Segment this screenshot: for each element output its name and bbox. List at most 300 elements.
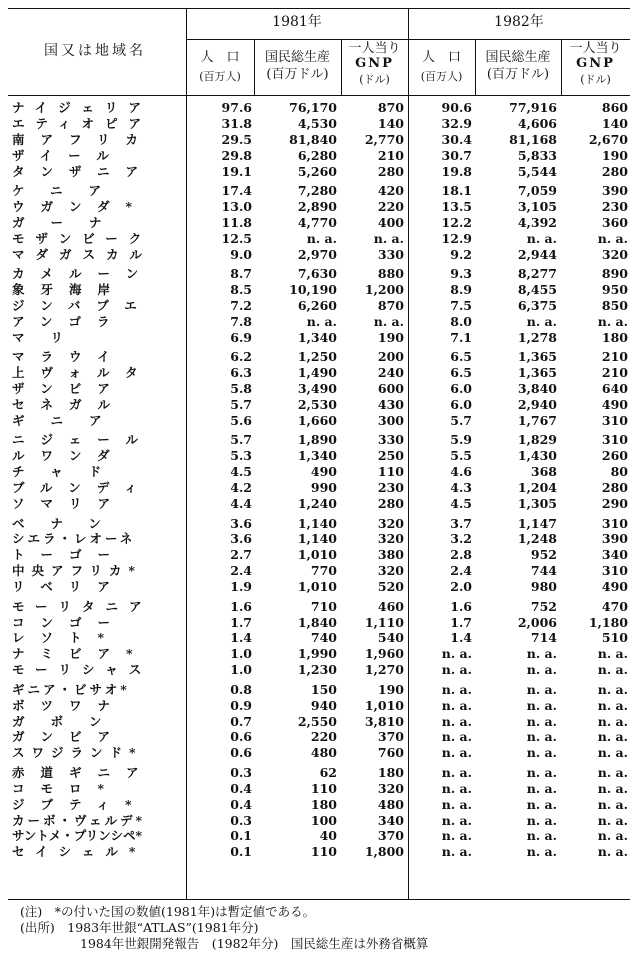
gnp-per-capita-1982-cell: n. a.: [597, 697, 628, 713]
country-name: シエラ・レオーネ: [12, 531, 136, 547]
gnp-per-capita-1981-cell: 220: [377, 199, 404, 214]
gnp-1982-cell: n. a.: [526, 828, 557, 844]
gnp-per-capita-1981-cell: 520: [377, 579, 404, 595]
gnp-per-capita-1982-cell: n. a.: [597, 729, 628, 745]
population-1981-cell: 4.2: [230, 480, 252, 496]
country-name: ナミビア*: [12, 646, 149, 662]
gnp-1981-cell: 1,660: [297, 412, 337, 428]
gnp-1982-cell: 5,833: [517, 147, 557, 163]
population-1982-cell: 7.5: [450, 298, 472, 313]
gnp-1981-cell: 180: [310, 796, 337, 812]
gnp-1982-cell: n. a.: [526, 662, 557, 678]
gnp-per-capita-1981-cell: 320: [377, 563, 404, 579]
gnp-per-capita-1982-cell: 470: [601, 598, 628, 614]
gnp-per-capita-1981-cell: 1,010: [364, 697, 404, 713]
population-1982-cell: 6.5: [450, 365, 472, 381]
gnp-1981-cell: 110: [310, 780, 337, 796]
population-1981-cell: 0.6: [230, 729, 252, 745]
gnp-label-1981: GNP: [355, 56, 394, 71]
population-1982-cell: 5.9: [450, 432, 472, 448]
gnp-per-capita-1981-cell: 430: [377, 397, 404, 412]
gnp-1982-cell: 1,278: [517, 329, 557, 345]
population-1981-cell: 0.9: [230, 697, 252, 713]
gnp-1982-cell: 6,375: [517, 298, 557, 313]
country-name: ルワンダ: [12, 448, 126, 464]
gnp-1981-cell: 3,490: [297, 381, 337, 397]
country-name: チャド: [12, 464, 128, 480]
country-name: ニジェール: [12, 432, 155, 448]
population-1981-cell: 1.6: [230, 598, 252, 614]
country-name: モーリシャス: [12, 662, 153, 678]
gnp-per-capita-1982-cell: n. a.: [597, 646, 628, 662]
gnp-1982-cell: 7,059: [517, 183, 557, 199]
population-1981-cell: 2.4: [230, 563, 252, 579]
gnp-per-capita-1982-cell: 340: [601, 547, 628, 563]
year-1981-header: 1981年: [272, 14, 322, 30]
country-name: ガンビア: [12, 729, 127, 745]
population-1982-cell: 2.0: [450, 579, 472, 595]
gnp-1982-cell: 5,544: [517, 163, 557, 179]
population-1982-cell: 6.0: [450, 397, 472, 412]
population-1981-cell: 0.6: [230, 745, 252, 761]
gnp-per-capita-1981-cell: 210: [377, 147, 404, 163]
gnp-1981-cell: 100: [310, 812, 337, 828]
country-name: マラウイ: [12, 349, 126, 365]
country-name: モザンビーク: [12, 230, 153, 246]
gnp-per-capita-1982-cell: 140: [601, 115, 628, 131]
country-name: ウガンダ*: [12, 199, 149, 214]
country-name: モーリタニア: [12, 598, 153, 614]
population-1982-cell: 6.5: [450, 349, 472, 365]
population-1981-cell: 3.6: [230, 515, 252, 531]
population-1982-cell: n. a.: [441, 780, 472, 796]
gnp-per-capita-1981-cell: 340: [377, 812, 404, 828]
gnp-1982-cell: n. a.: [526, 812, 557, 828]
gnp-1981-cell: n. a.: [306, 230, 337, 246]
population-1981-cell: 4.4: [230, 496, 252, 511]
gnp-1981-cell: 4,770: [297, 214, 337, 230]
source-line-2: 1984年世銀開発報告 (1982年分) 国民総生産は外務省概算: [80, 936, 429, 951]
gnp-1981-cell: 480: [310, 745, 337, 761]
gnp-1981-cell: 1,490: [297, 365, 337, 381]
gnp-1981-cell: 150: [310, 681, 337, 697]
gnp-per-capita-1981-cell: 280: [377, 496, 404, 511]
gnp-1982-cell: n. a.: [526, 230, 557, 246]
population-1981-cell: 7.8: [230, 313, 252, 329]
gnp-1982-cell: n. a.: [526, 796, 557, 812]
gnp-1981-cell: 4,530: [297, 115, 337, 131]
population-1981-cell: 7.2: [230, 298, 252, 313]
gnp-per-capita-1982-cell: n. a.: [597, 764, 628, 780]
gnp-per-capita-1982-cell: 290: [601, 496, 628, 511]
population-1981-cell: 0.7: [230, 713, 252, 729]
gnp-per-capita-1981-cell: 1,800: [364, 844, 404, 860]
country-name: マダガスカル: [12, 246, 154, 262]
population-1982-cell: 6.0: [450, 381, 472, 397]
gnp-1982-cell: 3,840: [517, 381, 557, 397]
country-name: リベリア: [12, 579, 126, 595]
table-top-rule: [8, 8, 630, 9]
gnp-per-capita-1982-cell: 850: [601, 298, 628, 313]
gnp-per-capita-1981-cell: 370: [377, 729, 404, 745]
country-name: ザンビア: [12, 381, 126, 397]
gnp-per-capita-1982-cell: 310: [601, 432, 628, 448]
population-1981-cell: 13.0: [221, 199, 252, 214]
gnp-per-capita-1982-cell: 860: [601, 100, 628, 115]
country-name: ソマリア: [12, 496, 127, 511]
gnp-1982-cell: 1,430: [517, 448, 557, 464]
gnp-per-capita-1981-cell: 250: [377, 448, 404, 464]
gnp-1982-cell: n. a.: [526, 729, 557, 745]
population-1982-cell: 1.4: [450, 630, 472, 646]
gnp-per-capita-1981-cell: 880: [377, 266, 404, 282]
gnp-per-capita-1982-cell: n. a.: [597, 662, 628, 678]
country-name: 中央アフリカ*: [12, 563, 142, 579]
population-1982-cell: 30.7: [441, 147, 472, 163]
gnp-per-capita-1981-cell: 140: [377, 115, 404, 131]
gnp-per-capita-1982-cell: n. a.: [597, 812, 628, 828]
gnp-per-capita-1981-cell: 330: [377, 246, 404, 262]
population-1981-cell: 0.1: [230, 828, 252, 844]
country-name: カメルーン: [12, 266, 155, 282]
country-name: トーゴー: [12, 547, 127, 563]
country-name: タンザニア: [12, 163, 155, 179]
gnp-1982-cell: 2,006: [517, 614, 557, 630]
gnp-per-capita-1982-cell: 280: [601, 480, 628, 496]
population-1982-cell: n. a.: [441, 713, 472, 729]
population-1982-cell: 4.5: [450, 496, 472, 511]
gnp-header-1982: 国民総生産: [485, 50, 551, 65]
gnp-1981-cell: 6,260: [297, 298, 337, 313]
gnp-1981-cell: 40: [319, 828, 337, 844]
gnp-per-capita-1981-cell: 870: [377, 298, 404, 313]
gnp-per-capita-header-1981: 一人当り: [348, 41, 401, 56]
gnp-1981-cell: 1,010: [297, 547, 337, 563]
gnp-per-capita-1981-cell: n. a.: [373, 230, 404, 246]
gnp-1981-cell: 740: [310, 630, 337, 646]
gnp-per-capita-1981-cell: 190: [377, 329, 404, 345]
gnp-per-capita-1982-cell: 190: [601, 147, 628, 163]
gnp-1982-cell: 1,305: [517, 496, 557, 511]
gnp-per-capita-1981-cell: 370: [377, 828, 404, 844]
country-name: 上ヴォルタ: [12, 365, 154, 381]
population-1981-cell: 5.7: [230, 432, 252, 448]
gnp-per-capita-1982-cell: 210: [601, 365, 628, 381]
gnp-1981-cell: 1,990: [297, 646, 337, 662]
population-1982-cell: 1.7: [450, 614, 472, 630]
country-name: ザイール: [12, 147, 125, 163]
gnp-per-capita-1981-cell: 180: [377, 764, 404, 780]
gnp-1982-cell: 4,606: [517, 115, 557, 131]
population-1982-cell: 8.0: [450, 313, 472, 329]
gnp-per-capita-1981-cell: 460: [377, 598, 404, 614]
country-name: ナイジェリア: [12, 100, 152, 115]
gnp-1982-cell: n. a.: [526, 844, 557, 860]
country-name: マリ: [12, 329, 90, 345]
population-1981-cell: 29.8: [221, 147, 252, 163]
gnp-per-capita-1981-cell: 400: [377, 214, 404, 230]
name-column-divider: [186, 8, 187, 899]
gnp-per-capita-1982-cell: n. a.: [597, 313, 628, 329]
population-1982-cell: 9.2: [450, 246, 472, 262]
gnp-per-capita-1981-cell: 200: [377, 349, 404, 365]
gnp-1981-cell: 490: [310, 464, 337, 480]
gnp-per-capita-1981-cell: 1,110: [364, 614, 404, 630]
gnp-per-capita-1982-cell: 310: [601, 515, 628, 531]
gnp-1981-cell: 1,140: [297, 515, 337, 531]
gnp-1982-cell: 1,204: [517, 480, 557, 496]
gnp-1981-cell: 1,140: [297, 531, 337, 547]
population-1982-cell: 5.5: [450, 448, 472, 464]
population-1981-cell: 9.0: [230, 246, 252, 262]
region-column-header: 国又は地域名: [44, 43, 146, 59]
population-1981-cell: 5.7: [230, 397, 252, 412]
gnp-1982-cell: n. a.: [526, 313, 557, 329]
population-unit-1982: (百万人): [420, 70, 463, 83]
population-1981-cell: 19.1: [221, 163, 252, 179]
gnp-1982-cell: n. a.: [526, 681, 557, 697]
gnp-per-capita-unit-1982: (ドル): [580, 73, 611, 86]
gnp-1982-cell: n. a.: [526, 697, 557, 713]
gnp-per-capita-1982-cell: 490: [601, 579, 628, 595]
gnp-1982-cell: 752: [530, 598, 557, 614]
gnp-per-capita-1981-cell: 540: [377, 630, 404, 646]
gnp-per-capita-1982-cell: 230: [601, 199, 628, 214]
gnp-1981-cell: 2,890: [297, 199, 337, 214]
gnp-1982-cell: 3,105: [517, 199, 557, 214]
population-1982-cell: 4.6: [450, 464, 472, 480]
gnp-per-capita-1982-cell: n. a.: [597, 230, 628, 246]
population-1981-cell: 3.6: [230, 531, 252, 547]
gnp-per-capita-1981-cell: 330: [377, 432, 404, 448]
population-1982-cell: n. a.: [441, 646, 472, 662]
gnp-per-capita-1982-cell: 640: [601, 381, 628, 397]
gnp-1981-cell: 1,010: [297, 579, 337, 595]
gnp-1982-cell: 1,365: [517, 349, 557, 365]
population-1981-cell: 12.5: [221, 230, 252, 246]
population-1982-cell: 2.8: [450, 547, 472, 563]
population-1982-cell: n. a.: [441, 828, 472, 844]
gnp-1981-cell: 2,530: [297, 397, 337, 412]
population-1982-cell: n. a.: [441, 662, 472, 678]
country-name: ガーナ: [12, 214, 128, 230]
population-1982-cell: n. a.: [441, 729, 472, 745]
gnp-per-capita-1981-cell: 190: [377, 681, 404, 697]
gnp-1981-cell: 7,630: [297, 266, 337, 282]
population-1981-cell: 8.5: [230, 282, 252, 298]
population-1982-cell: 19.8: [441, 163, 472, 179]
gnp-1982-cell: n. a.: [526, 646, 557, 662]
population-1982-cell: 2.4: [450, 563, 472, 579]
population-1982-cell: 32.9: [441, 115, 472, 131]
gnp-1981-cell: 1,250: [297, 349, 337, 365]
gnp-per-capita-1981-cell: 2,770: [364, 131, 404, 147]
gnp-1981-cell: 1,340: [297, 448, 337, 464]
table-bottom-rule: [8, 899, 630, 900]
population-1982-cell: n. a.: [441, 697, 472, 713]
gnp-per-capita-1982-cell: 510: [601, 630, 628, 646]
population-1982-cell: 3.2: [450, 531, 472, 547]
population-1981-cell: 17.4: [221, 183, 252, 199]
gnp-1981-cell: 81,840: [289, 131, 337, 147]
country-name: ブルンディ: [12, 480, 153, 496]
gnp-1982-cell: 1,365: [517, 365, 557, 381]
gnp-1981-cell: 7,280: [297, 183, 337, 199]
population-1981-cell: 0.1: [230, 844, 252, 860]
gnp-per-capita-1982-cell: 210: [601, 349, 628, 365]
gnp-1981-cell: n. a.: [306, 313, 337, 329]
population-1981-cell: 0.3: [230, 764, 252, 780]
gnp-per-capita-1981-cell: n. a.: [373, 313, 404, 329]
gnp-1982-cell: 8,277: [517, 266, 557, 282]
country-name: 象牙海岸: [12, 282, 127, 298]
population-1981-cell: 0.4: [230, 796, 252, 812]
gnp-per-capita-1982-cell: 310: [601, 563, 628, 579]
population-1982-cell: n. a.: [441, 745, 472, 761]
gnp-1982-cell: n. a.: [526, 713, 557, 729]
gnp-per-capita-unit-1981: (ドル): [359, 73, 390, 86]
gnp-per-capita-1981-cell: 110: [377, 464, 404, 480]
population-1982-cell: 8.9: [450, 282, 472, 298]
gnp-1982-cell: 744: [530, 563, 557, 579]
gnp-1982-cell: 714: [530, 630, 557, 646]
country-name: エティオピア: [12, 115, 153, 131]
population-1982-cell: n. a.: [441, 844, 472, 860]
population-1981-cell: 5.6: [230, 412, 252, 428]
country-name: ボツワナ: [12, 697, 127, 713]
population-1982-cell: 12.2: [441, 214, 472, 230]
country-name: ベナン: [12, 515, 127, 531]
gnp-1982-cell: 1,767: [517, 412, 557, 428]
gnp-per-capita-1982-cell: 280: [601, 163, 628, 179]
population-1981-cell: 1.0: [230, 662, 252, 678]
gnp-per-capita-1982-cell: 390: [601, 183, 628, 199]
gnp-per-capita-1982-cell: 260: [601, 448, 628, 464]
gnp-per-capita-1982-cell: 890: [601, 266, 628, 282]
population-1981-cell: 0.3: [230, 812, 252, 828]
gnp-per-capita-1981-cell: 240: [377, 365, 404, 381]
gnp-1981-cell: 5,260: [297, 163, 337, 179]
country-name: 赤道ギニア: [12, 764, 155, 780]
gnp-1981-cell: 770: [310, 563, 337, 579]
gnp-per-capita-1982-cell: n. a.: [597, 780, 628, 796]
population-1982-cell: 18.1: [441, 183, 472, 199]
gnp-1981-cell: 2,970: [297, 246, 337, 262]
gnp-per-capita-1982-cell: 310: [601, 412, 628, 428]
gnp-1981-cell: 110: [310, 844, 337, 860]
gnp-1981-cell: 2,550: [297, 713, 337, 729]
gnp-1981-cell: 990: [310, 480, 337, 496]
year-1982-header: 1982年: [494, 14, 544, 30]
gnp-per-capita-1982-cell: 360: [601, 214, 628, 230]
population-1982-cell: 12.9: [441, 230, 472, 246]
gnp-1982-cell: 952: [530, 547, 557, 563]
gnp-1981-cell: 10,190: [289, 282, 337, 298]
population-1982-cell: 90.6: [441, 100, 472, 115]
gnp-label-1982: GNP: [576, 56, 615, 71]
gnp-per-capita-1981-cell: 320: [377, 780, 404, 796]
gnp-per-capita-1982-cell: 2,670: [588, 131, 628, 147]
population-1981-cell: 1.7: [230, 614, 252, 630]
gnp-per-capita-1981-cell: 320: [377, 515, 404, 531]
gnp-per-capita-1981-cell: 480: [377, 796, 404, 812]
gnp-per-capita-1982-cell: n. a.: [597, 796, 628, 812]
gnp-per-capita-1982-cell: 320: [601, 246, 628, 262]
population-1981-cell: 8.7: [230, 266, 252, 282]
population-1981-cell: 6.9: [230, 329, 252, 345]
gnp-1982-cell: n. a.: [526, 764, 557, 780]
population-1982-cell: 13.5: [441, 199, 472, 214]
gnp-1982-cell: 2,940: [517, 397, 557, 412]
gnp-unit-1981: (百万ドル): [266, 67, 329, 82]
population-1981-cell: 6.2: [230, 349, 252, 365]
gnp-per-capita-1981-cell: 870: [377, 100, 404, 115]
population-1982-cell: 5.7: [450, 412, 472, 428]
gnp-per-capita-1982-cell: n. a.: [597, 681, 628, 697]
gnp-1981-cell: 1,890: [297, 432, 337, 448]
gnp-per-capita-1981-cell: 380: [377, 547, 404, 563]
population-1981-cell: 6.3: [230, 365, 252, 381]
population-1982-cell: n. a.: [441, 812, 472, 828]
population-1982-cell: 7.1: [450, 329, 472, 345]
gnp-per-capita-1981-cell: 600: [377, 381, 404, 397]
population-unit-1981: (百万人): [199, 70, 241, 83]
source-line-1: (出所) 1983年世銀“ATLAS”(1981年分): [20, 920, 259, 935]
population-1981-cell: 11.8: [221, 214, 252, 230]
gnp-1981-cell: 1,230: [297, 662, 337, 678]
gnp-per-capita-1982-cell: 1,180: [588, 614, 628, 630]
population-1981-cell: 29.5: [221, 131, 252, 147]
population-1982-cell: n. a.: [441, 681, 472, 697]
gnp-1981-cell: 6,280: [297, 147, 337, 163]
population-1981-cell: 1.4: [230, 630, 252, 646]
gnp-1982-cell: 2,944: [517, 246, 557, 262]
gnp-per-capita-header-1982: 一人当り: [569, 41, 622, 56]
population-1981-cell: 4.5: [230, 464, 252, 480]
gnp-per-capita-1982-cell: 390: [601, 531, 628, 547]
population-1982-cell: 4.3: [450, 480, 472, 496]
country-name: ジンバブエ: [12, 298, 153, 313]
population-1982-cell: 3.7: [450, 515, 472, 531]
population-1981-cell: 5.8: [230, 381, 252, 397]
gnp-1981-cell: 62: [319, 764, 337, 780]
population-1981-cell: 1.9: [230, 579, 252, 595]
gnp-1982-cell: n. a.: [526, 780, 557, 796]
gnp-per-capita-1981-cell: 230: [377, 480, 404, 496]
gnp-1982-cell: 1,829: [517, 432, 557, 448]
population-1981-cell: 0.8: [230, 681, 252, 697]
gnp-1982-cell: 980: [530, 579, 557, 595]
gnp-1981-cell: 710: [310, 598, 337, 614]
gnp-per-capita-1982-cell: 490: [601, 397, 628, 412]
gnp-1982-cell: 1,147: [517, 515, 557, 531]
gnp-1982-cell: 81,168: [509, 131, 557, 147]
gnp-per-capita-1982-cell: n. a.: [597, 713, 628, 729]
gnp-1982-cell: 4,392: [517, 214, 557, 230]
gnp-1982-cell: 77,916: [509, 100, 557, 115]
gnp-per-capita-1981-cell: 320: [377, 531, 404, 547]
gnp-1981-cell: 940: [310, 697, 337, 713]
gnp-per-capita-1981-cell: 280: [377, 163, 404, 179]
country-name: アンゴラ: [12, 313, 126, 329]
population-1982-cell: n. a.: [441, 764, 472, 780]
gnp-1981-cell: 76,170: [289, 100, 337, 115]
gnp-per-capita-1981-cell: 3,810: [364, 713, 404, 729]
gnp-per-capita-1982-cell: 180: [601, 329, 628, 345]
gnp-1982-cell: 8,455: [517, 282, 557, 298]
gnp-per-capita-1982-cell: 950: [601, 282, 628, 298]
country-name: セイシェル*: [12, 844, 147, 860]
